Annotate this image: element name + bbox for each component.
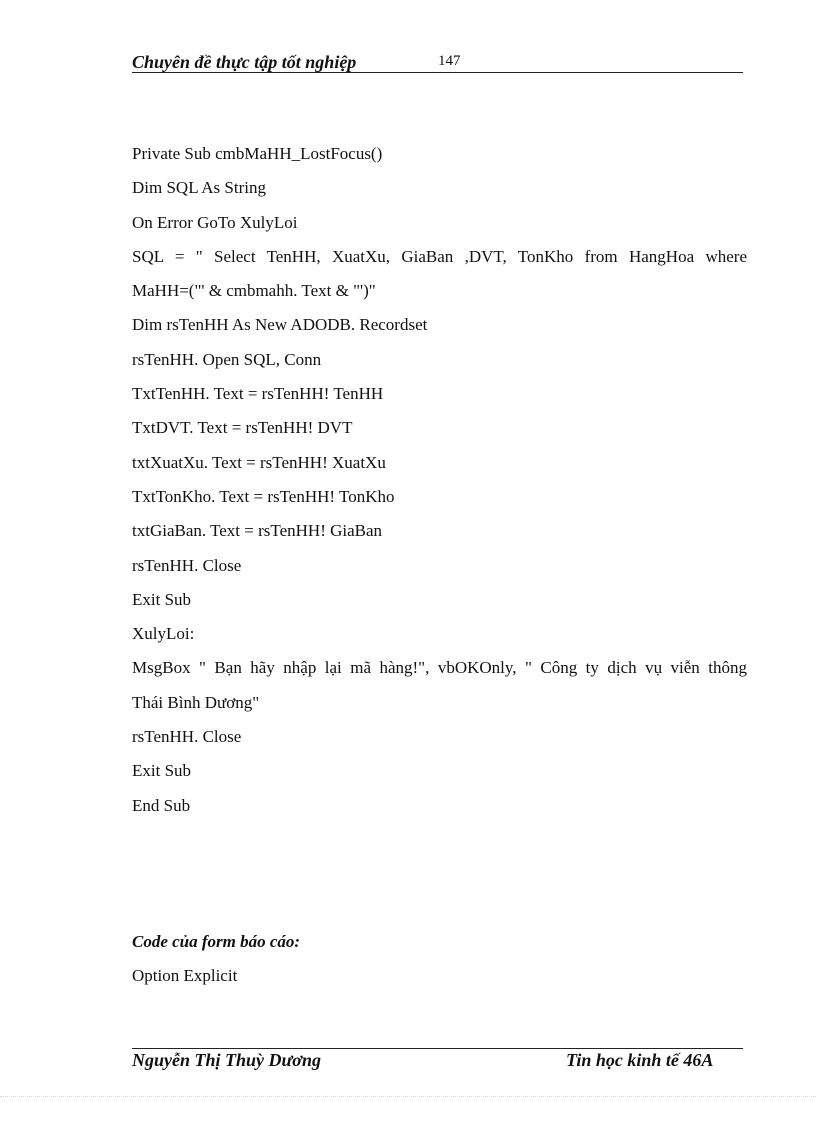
code-line: Private Sub cmbMaHH_LostFocus() <box>132 144 383 163</box>
report-form-section <box>132 929 747 997</box>
code-line: Thái Bình Dương" <box>132 692 260 712</box>
code-line: MsgBox " Bạn hãy nhập lại mã hàng!", vbOKOnly, " Công ty dịch vụ viễn thông <box>132 658 747 678</box>
code-line: End Sub <box>132 795 191 815</box>
code-line: Option Explicit <box>132 966 238 985</box>
section-heading: Code của form báo cáo: <box>132 932 301 951</box>
page-number: 147 <box>438 53 461 69</box>
page-edge-divider <box>0 1096 816 1097</box>
code-line: Exit Sub <box>132 761 192 781</box>
footer-class: Tin học kinh tế 46A <box>566 1050 714 1070</box>
code-line: On Error GoTo XulyLoi <box>132 212 298 232</box>
code-line: Exit Sub <box>132 589 192 609</box>
code-line: MaHH=("' & cmbmahh. Text & "')" <box>132 281 376 301</box>
footer-divider <box>132 1048 743 1049</box>
code-line: Dim rsTenHH As New ADODB. Recordset <box>132 315 428 335</box>
code-line: rsTenHH. Close <box>132 555 242 575</box>
code-line: TxtTonKho. Text = rsTenHH! TonKho <box>132 486 395 506</box>
code-line: TxtTenHH. Text = rsTenHH! TenHH <box>132 384 384 404</box>
code-line: rsTenHH. Open SQL, Conn <box>132 349 322 369</box>
footer-author: Nguyễn Thị Thuỳ Dương <box>132 1050 321 1070</box>
header-title: Chuyên đề thực tập tốt nghiệp <box>132 52 357 72</box>
code-line: txtXuatXu. Text = rsTenHH! XuatXu <box>132 452 386 472</box>
page-header <box>132 52 743 73</box>
code-line: SQL = " Select TenHH, XuatXu, GiaBan ,DVT, TonKho from HangHoa where <box>132 246 747 266</box>
code-line: txtGiaBan. Text = rsTenHH! GiaBan <box>132 521 383 541</box>
code-line: XulyLoi: <box>132 624 195 644</box>
code-line: TxtDVT. Text = rsTenHH! DVT <box>132 418 353 438</box>
code-line: rsTenHH. Close <box>132 727 242 747</box>
code-line: Dim SQL As String <box>132 178 266 198</box>
code-listing <box>132 141 747 827</box>
